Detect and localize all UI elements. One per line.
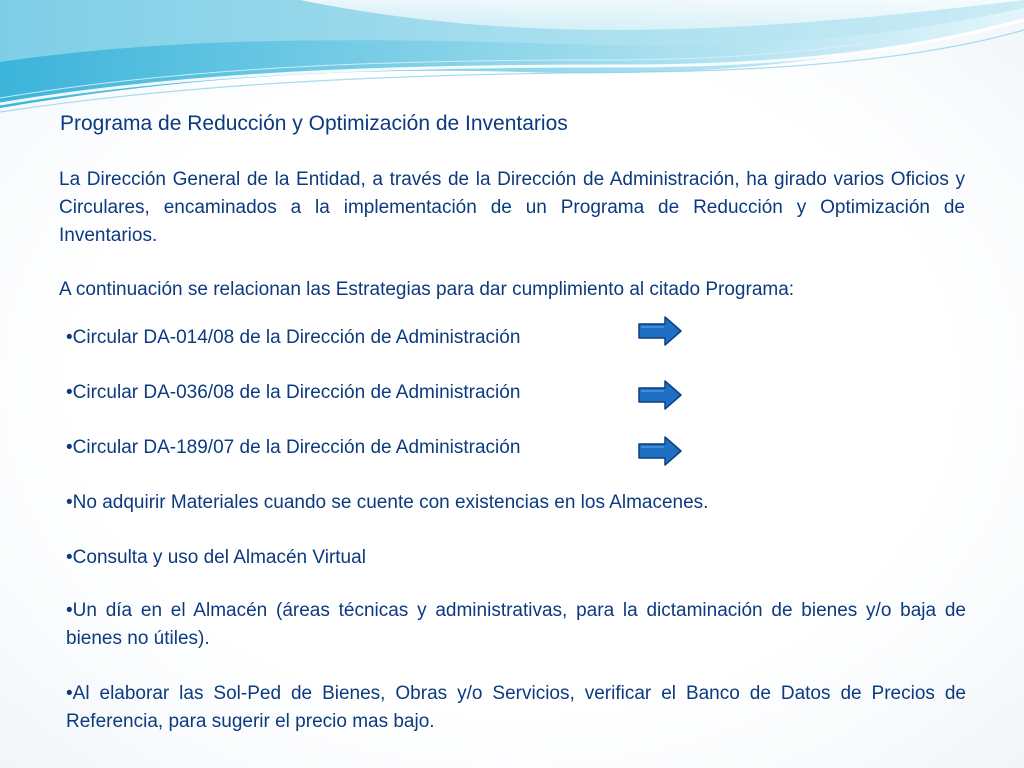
right-arrow-icon[interactable] xyxy=(637,380,683,410)
bullet-item-sol-ped: •Al elaborar las Sol-Ped de Bienes, Obras y/o Servicios, verificar el Banco de Datos de Precios de Referencia, para sugerir el precio mas bajo. xyxy=(66,683,966,732)
bullet-item-no-adquirir: •No adquirir Materiales cuando se cuente con existencias en los Almacenes. xyxy=(66,492,709,513)
wave-header-decoration xyxy=(0,0,1024,120)
bullet-item-circular-da-036: •Circular DA-036/08 de la Dirección de Administración xyxy=(66,382,521,403)
slide-title: Programa de Reducción y Optimización de Inventarios xyxy=(60,112,568,135)
right-arrow-icon[interactable] xyxy=(637,316,683,346)
bullet-item-circular-da-189: •Circular DA-189/07 de la Dirección de Administración xyxy=(66,437,521,458)
lead-in-paragraph: A continuación se relacionan las Estrategias para dar cumplimiento al citado Programa: xyxy=(59,279,795,300)
bullet-item-dia-almacen: •Un día en el Almacén (áreas técnicas y administrativas, para la dictaminación de bienes y/o baja de bienes no útiles). xyxy=(66,600,966,649)
bullet-item-circular-da-014: •Circular DA-014/08 de la Dirección de Administración xyxy=(66,327,521,348)
right-arrow-icon[interactable] xyxy=(637,436,683,466)
intro-paragraph: La Dirección General de la Entidad, a través de la Dirección de Administración, ha girado varios Oficios y Circulares, encaminados a la implementación de un Programa de Reducción y Optimización de Inventarios. xyxy=(59,169,965,246)
bullet-item-almacen-virtual: •Consulta y uso del Almacén Virtual xyxy=(66,547,366,568)
